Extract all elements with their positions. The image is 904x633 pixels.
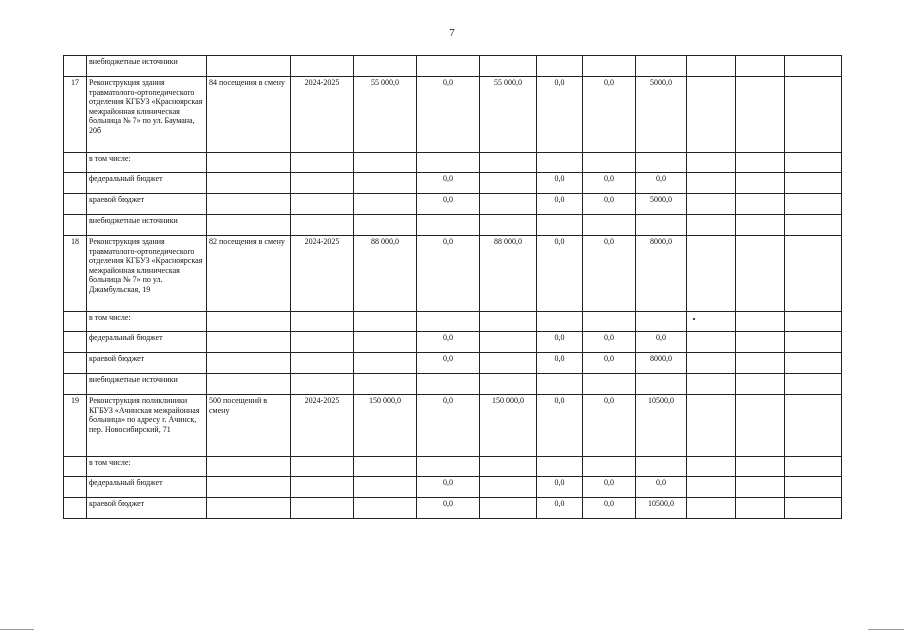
amount-cell-5 <box>636 153 687 173</box>
amount-cell-1 <box>417 215 480 236</box>
row-number-cell <box>64 498 87 519</box>
source-row <box>64 153 842 173</box>
amount-cell-1 <box>417 312 480 332</box>
amount-cell-2 <box>480 477 537 498</box>
row-number-cell <box>64 215 87 236</box>
amount-cell-5 <box>636 457 687 477</box>
blank-cell-1 <box>687 332 736 353</box>
blank-cell-2 <box>736 353 785 374</box>
object-name-cell: в том числе: <box>87 457 207 477</box>
period-cell <box>291 312 354 332</box>
source-row <box>64 215 842 236</box>
amount-cell-2: 88 000,0 <box>480 236 537 312</box>
object-name-cell: Реконструкция здания травматолого-ортопедического отделения КГБУЗ «Красноярская межрайонная клиническая больница № 7» по ул. Джамбульская, 19 <box>87 236 207 312</box>
amount-cell-1: 0,0 <box>417 395 480 457</box>
row-number-cell <box>64 56 87 77</box>
total-cost-cell <box>354 173 417 194</box>
blank-cell-2 <box>736 498 785 519</box>
row-number-cell <box>64 477 87 498</box>
capacity-cell: 500 посещений в смену <box>207 395 291 457</box>
blank-cell-1 <box>687 236 736 312</box>
amount-cell-1: 0,0 <box>417 477 480 498</box>
amount-cell-5: 8000,0 <box>636 353 687 374</box>
period-cell <box>291 56 354 77</box>
amount-cell-2 <box>480 312 537 332</box>
amount-cell-4: 0,0 <box>583 395 636 457</box>
amount-cell-5 <box>636 312 687 332</box>
amount-cell-3 <box>537 374 583 395</box>
period-cell <box>291 215 354 236</box>
source-row <box>64 477 842 498</box>
amount-cell-5: 5000,0 <box>636 194 687 215</box>
amount-cell-1: 0,0 <box>417 332 480 353</box>
blank-cell-1 <box>687 477 736 498</box>
blank-cell-2 <box>736 173 785 194</box>
amount-cell-1: 0,0 <box>417 77 480 153</box>
period-cell: 2024-2025 <box>291 395 354 457</box>
capacity-cell <box>207 332 291 353</box>
source-row <box>64 194 842 215</box>
object-row <box>64 395 842 457</box>
scan-speck <box>693 318 695 320</box>
amount-cell-5: 5000,0 <box>636 77 687 153</box>
capacity-cell <box>207 374 291 395</box>
total-cost-cell <box>354 498 417 519</box>
amount-cell-2 <box>480 215 537 236</box>
period-cell <box>291 477 354 498</box>
blank-cell-3 <box>785 173 842 194</box>
amount-cell-3 <box>537 153 583 173</box>
amount-cell-4: 0,0 <box>583 173 636 194</box>
object-row <box>64 236 842 312</box>
object-name-cell: в том числе: <box>87 153 207 173</box>
capacity-cell <box>207 353 291 374</box>
row-number-cell: 17 <box>64 77 87 153</box>
object-row <box>64 77 842 153</box>
period-cell <box>291 498 354 519</box>
amount-cell-3 <box>537 312 583 332</box>
row-number-cell: 18 <box>64 236 87 312</box>
amount-cell-2 <box>480 374 537 395</box>
blank-cell-2 <box>736 194 785 215</box>
blank-cell-1 <box>687 457 736 477</box>
total-cost-cell <box>354 312 417 332</box>
blank-cell-3 <box>785 312 842 332</box>
amount-cell-4 <box>583 215 636 236</box>
blank-cell-1 <box>687 395 736 457</box>
amount-cell-4: 0,0 <box>583 332 636 353</box>
blank-cell-1 <box>687 374 736 395</box>
amount-cell-4 <box>583 312 636 332</box>
capacity-cell <box>207 312 291 332</box>
blank-cell-2 <box>736 395 785 457</box>
blank-cell-1 <box>687 194 736 215</box>
blank-cell-2 <box>736 236 785 312</box>
amount-cell-2 <box>480 56 537 77</box>
amount-cell-4 <box>583 457 636 477</box>
total-cost-cell <box>354 457 417 477</box>
blank-cell-2 <box>736 56 785 77</box>
capacity-cell <box>207 56 291 77</box>
row-number-cell: 19 <box>64 395 87 457</box>
total-cost-cell <box>354 194 417 215</box>
blank-cell-1 <box>687 215 736 236</box>
blank-cell-3 <box>785 457 842 477</box>
amount-cell-3: 0,0 <box>537 395 583 457</box>
source-row <box>64 353 842 374</box>
source-row <box>64 332 842 353</box>
amount-cell-2: 55 000,0 <box>480 77 537 153</box>
scan-edge-left <box>0 629 34 630</box>
blank-cell-3 <box>785 215 842 236</box>
amount-cell-3: 0,0 <box>537 477 583 498</box>
capacity-cell <box>207 194 291 215</box>
scan-edge-right <box>868 629 904 630</box>
total-cost-cell <box>354 477 417 498</box>
capacity-cell <box>207 457 291 477</box>
object-name-cell: краевой бюджет <box>87 194 207 215</box>
period-cell <box>291 173 354 194</box>
capacity-cell <box>207 477 291 498</box>
total-cost-cell <box>354 153 417 173</box>
blank-cell-3 <box>785 153 842 173</box>
amount-cell-3 <box>537 215 583 236</box>
capacity-cell <box>207 215 291 236</box>
row-number-cell <box>64 457 87 477</box>
amount-cell-2: 150 000,0 <box>480 395 537 457</box>
capacity-cell: 84 посещения в смену <box>207 77 291 153</box>
blank-cell-1 <box>687 498 736 519</box>
amount-cell-2 <box>480 498 537 519</box>
amount-cell-2 <box>480 457 537 477</box>
amount-cell-1: 0,0 <box>417 194 480 215</box>
period-cell <box>291 153 354 173</box>
amount-cell-5: 8000,0 <box>636 236 687 312</box>
amount-cell-3: 0,0 <box>537 77 583 153</box>
blank-cell-2 <box>736 312 785 332</box>
period-cell <box>291 374 354 395</box>
amount-cell-3: 0,0 <box>537 194 583 215</box>
total-cost-cell: 88 000,0 <box>354 236 417 312</box>
blank-cell-2 <box>736 477 785 498</box>
amount-cell-5: 10500,0 <box>636 498 687 519</box>
blank-cell-3 <box>785 498 842 519</box>
blank-cell-3 <box>785 236 842 312</box>
funding-table <box>63 55 842 519</box>
blank-cell-1 <box>687 173 736 194</box>
row-number-cell <box>64 194 87 215</box>
blank-cell-1 <box>687 153 736 173</box>
amount-cell-2 <box>480 153 537 173</box>
capacity-cell: 82 посещения в смену <box>207 236 291 312</box>
object-name-cell: федеральный бюджет <box>87 332 207 353</box>
amount-cell-4 <box>583 153 636 173</box>
row-number-cell <box>64 374 87 395</box>
total-cost-cell <box>354 374 417 395</box>
amount-cell-4: 0,0 <box>583 194 636 215</box>
source-row <box>64 374 842 395</box>
blank-cell-1 <box>687 312 736 332</box>
blank-cell-2 <box>736 153 785 173</box>
total-cost-cell <box>354 353 417 374</box>
amount-cell-1: 0,0 <box>417 236 480 312</box>
row-number-cell <box>64 173 87 194</box>
total-cost-cell <box>354 215 417 236</box>
amount-cell-5 <box>636 374 687 395</box>
amount-cell-2 <box>480 353 537 374</box>
page-number: 7 <box>449 27 455 39</box>
row-number-cell <box>64 353 87 374</box>
blank-cell-3 <box>785 332 842 353</box>
object-name-cell: внебюджетные источники <box>87 374 207 395</box>
period-cell: 2024-2025 <box>291 77 354 153</box>
amount-cell-3: 0,0 <box>537 498 583 519</box>
blank-cell-2 <box>736 77 785 153</box>
amount-cell-2 <box>480 194 537 215</box>
blank-cell-3 <box>785 77 842 153</box>
total-cost-cell <box>354 332 417 353</box>
capacity-cell <box>207 173 291 194</box>
object-name-cell: в том числе: <box>87 312 207 332</box>
source-row <box>64 173 842 194</box>
amount-cell-3: 0,0 <box>537 236 583 312</box>
period-cell <box>291 457 354 477</box>
blank-cell-2 <box>736 374 785 395</box>
blank-cell-1 <box>687 56 736 77</box>
amount-cell-4: 0,0 <box>583 77 636 153</box>
row-number-cell <box>64 332 87 353</box>
amount-cell-4: 0,0 <box>583 353 636 374</box>
period-cell <box>291 194 354 215</box>
amount-cell-3 <box>537 56 583 77</box>
object-name-cell: Реконструкция здания травматолого-ортопедического отделения КГБУЗ «Красноярская межрайонная клиническая больница № 7» по ул. Баумана, 20б <box>87 77 207 153</box>
source-row <box>64 498 842 519</box>
amount-cell-1 <box>417 374 480 395</box>
source-row <box>64 56 842 77</box>
amount-cell-1 <box>417 153 480 173</box>
source-row <box>64 312 842 332</box>
amount-cell-4: 0,0 <box>583 477 636 498</box>
amount-cell-4: 0,0 <box>583 236 636 312</box>
amount-cell-5 <box>636 56 687 77</box>
amount-cell-3: 0,0 <box>537 332 583 353</box>
amount-cell-5: 10500,0 <box>636 395 687 457</box>
amount-cell-2 <box>480 173 537 194</box>
object-name-cell: краевой бюджет <box>87 498 207 519</box>
row-number-cell <box>64 312 87 332</box>
amount-cell-3 <box>537 457 583 477</box>
object-name-cell: внебюджетные источники <box>87 215 207 236</box>
source-row <box>64 457 842 477</box>
capacity-cell <box>207 153 291 173</box>
amount-cell-1: 0,0 <box>417 498 480 519</box>
object-name-cell: федеральный бюджет <box>87 173 207 194</box>
amount-cell-1 <box>417 56 480 77</box>
blank-cell-3 <box>785 477 842 498</box>
object-name-cell: Реконструкция поликлиники КГБУЗ «Ачинская межрайонная больница» по адресу г. Ачинск, пер. Новосибирский, 71 <box>87 395 207 457</box>
amount-cell-3: 0,0 <box>537 173 583 194</box>
blank-cell-3 <box>785 374 842 395</box>
blank-cell-3 <box>785 395 842 457</box>
amount-cell-2 <box>480 332 537 353</box>
object-name-cell: краевой бюджет <box>87 353 207 374</box>
period-cell: 2024-2025 <box>291 236 354 312</box>
blank-cell-2 <box>736 457 785 477</box>
amount-cell-4 <box>583 56 636 77</box>
total-cost-cell: 55 000,0 <box>354 77 417 153</box>
blank-cell-3 <box>785 56 842 77</box>
amount-cell-4: 0,0 <box>583 498 636 519</box>
total-cost-cell: 150 000,0 <box>354 395 417 457</box>
object-name-cell: федеральный бюджет <box>87 477 207 498</box>
period-cell <box>291 332 354 353</box>
amount-cell-4 <box>583 374 636 395</box>
period-cell <box>291 353 354 374</box>
amount-cell-1 <box>417 457 480 477</box>
row-number-cell <box>64 153 87 173</box>
blank-cell-1 <box>687 77 736 153</box>
amount-cell-5: 0,0 <box>636 173 687 194</box>
blank-cell-2 <box>736 215 785 236</box>
capacity-cell <box>207 498 291 519</box>
blank-cell-3 <box>785 194 842 215</box>
amount-cell-3: 0,0 <box>537 353 583 374</box>
total-cost-cell <box>354 56 417 77</box>
blank-cell-1 <box>687 353 736 374</box>
amount-cell-1: 0,0 <box>417 353 480 374</box>
amount-cell-5 <box>636 215 687 236</box>
amount-cell-5: 0,0 <box>636 477 687 498</box>
amount-cell-5: 0,0 <box>636 332 687 353</box>
blank-cell-3 <box>785 353 842 374</box>
blank-cell-2 <box>736 332 785 353</box>
amount-cell-1: 0,0 <box>417 173 480 194</box>
object-name-cell: внебюджетные источники <box>87 56 207 77</box>
